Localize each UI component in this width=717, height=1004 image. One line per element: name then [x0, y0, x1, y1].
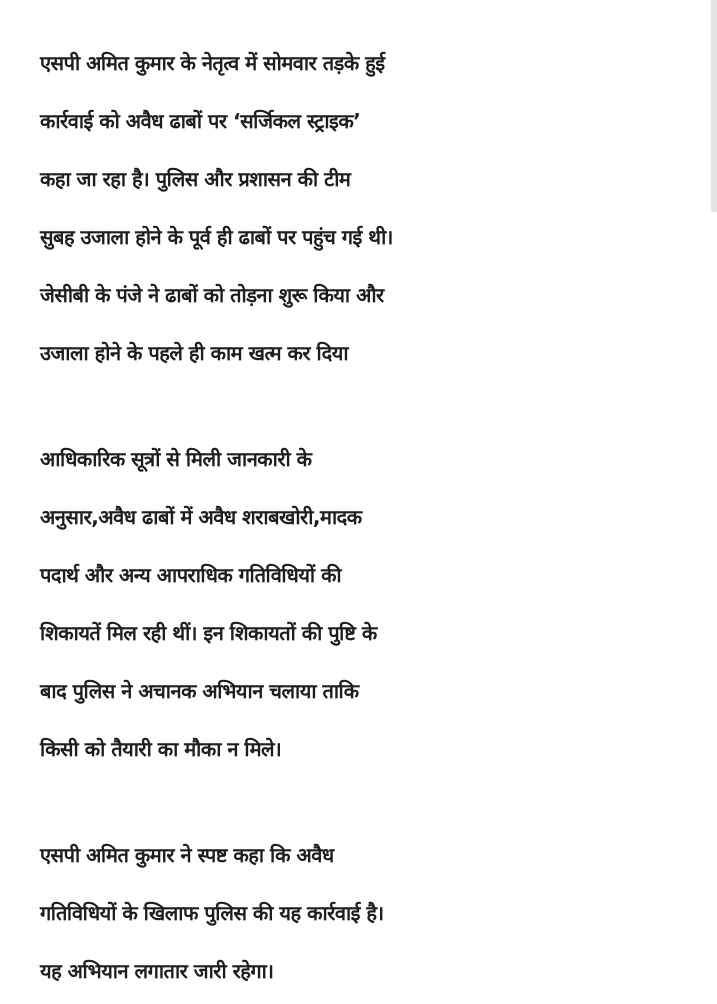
scrollbar[interactable]: [711, 0, 717, 212]
article-body: [40, 34, 710, 1000]
paragraph-line: पदार्थ और अन्य आपराधिक गतिविधियों की: [40, 563, 342, 587]
paragraph-spacer: [40, 382, 710, 430]
paragraph-line: उजाला होने के पहले ही काम खत्म कर दिया: [40, 341, 349, 365]
paragraph-line: यह अभियान लगातार जारी रहेगा।: [40, 959, 274, 983]
paragraph-line: एसपी अमित कुमार के नेतृत्व में सोमवार तड़के हुई: [40, 51, 385, 75]
paragraph-line: गतिविधियों के खिलाफ पुलिस की यह कार्रवाई है।: [40, 901, 384, 925]
paragraph-line: कार्रवाई को अवैध ढाबों पर ‘सर्जिकल स्ट्राइक’: [40, 109, 361, 133]
paragraph-line: शिकायतें मिल रही थीं। इन शिकायतों की पुष्टि के: [40, 621, 377, 645]
paragraph-spacer: [40, 778, 710, 826]
paragraph-line: अनुसार,अवैध ढाबों में अवैध शराबखोरी,मादक: [40, 505, 362, 529]
paragraph-line: कहा जा रहा है। पुलिस और प्रशासन की टीम: [40, 167, 351, 191]
paragraph-line: किसी को तैयारी का मौका न मिले।: [40, 737, 282, 761]
paragraph-line: एसपी अमित कुमार ने स्पष्ट कहा कि अवैध: [40, 843, 334, 867]
paragraph-1: [40, 34, 710, 382]
paragraph-3: [40, 826, 710, 1000]
paragraph-line: जेसीबी के पंजे ने ढाबों को तोड़ना शुरू किया और: [40, 283, 384, 307]
paragraph-line: सुबह उजाला होने के पूर्व ही ढाबों पर पहुंच गई थी।: [40, 225, 393, 249]
paragraph-line: आधिकारिक सूत्रों से मिली जानकारी के: [40, 447, 312, 471]
paragraph-2: [40, 430, 710, 778]
paragraph-line: बाद पुलिस ने अचानक अभियान चलाया ताकि: [40, 679, 359, 703]
